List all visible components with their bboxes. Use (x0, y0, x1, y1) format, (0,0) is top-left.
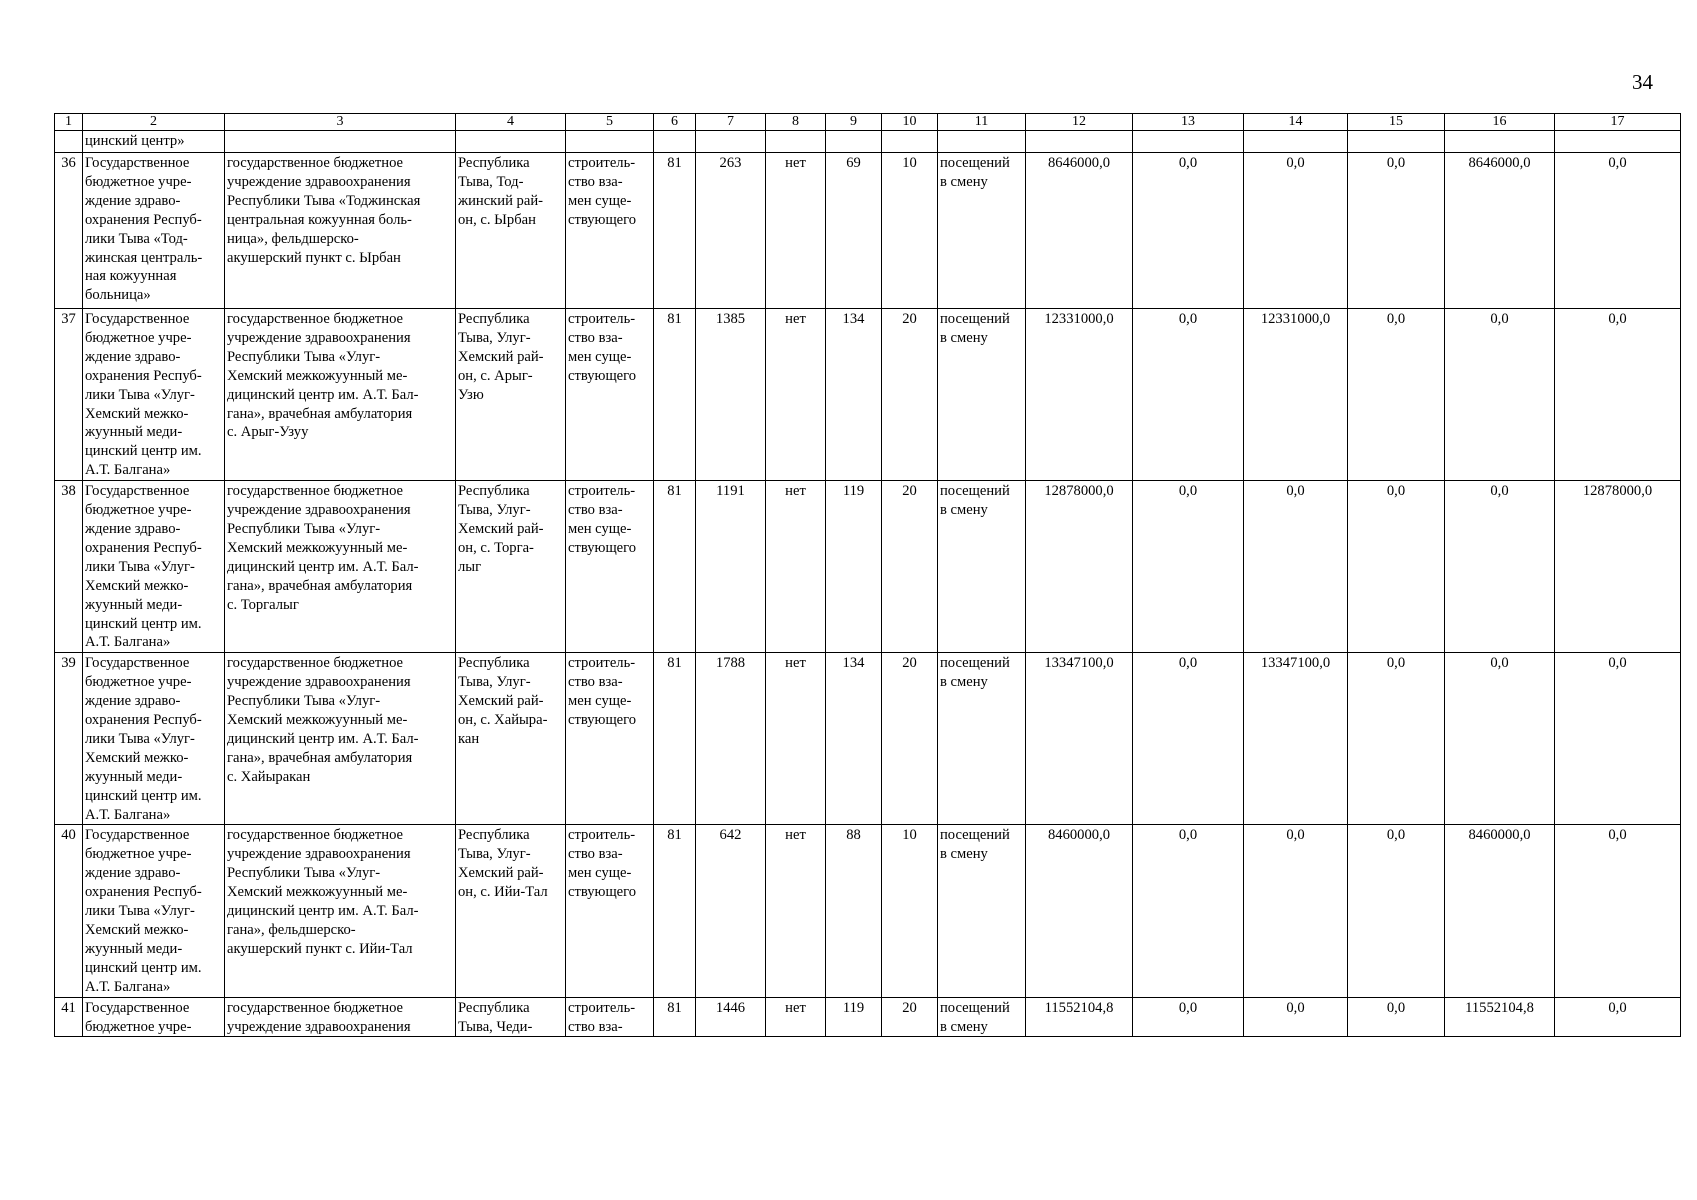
text-line: ствующего (568, 884, 637, 901)
text-line: Республика (458, 827, 530, 844)
table-row (55, 997, 1681, 1037)
object-name (225, 825, 456, 997)
cell-col6: 81 (654, 309, 696, 481)
table-row (55, 481, 1681, 653)
text-line: государственное бюджетное (227, 827, 404, 844)
cell-col7: 1191 (696, 481, 766, 653)
text-line: жуунный меди- (85, 768, 183, 785)
text-line: посещений (940, 655, 1010, 672)
cell-col10: 10 (882, 825, 938, 997)
text-line: Государственное (85, 655, 190, 672)
column-number: 16 (1445, 114, 1555, 131)
page-number: 34 (1632, 70, 1653, 94)
institution-name (83, 309, 225, 481)
text-line: центральная кожуунная боль- (227, 211, 412, 228)
text-line: цинский центр им. (85, 959, 202, 976)
text-line: гана», фельдшерско- (227, 922, 356, 938)
amount-col16: 0,0 (1445, 653, 1555, 825)
text-line: с. Хайыракан (227, 768, 311, 785)
amount-col15: 0,0 (1348, 653, 1445, 825)
amount-col16: 8460000,0 (1445, 825, 1555, 997)
text-line: Государственное (85, 311, 190, 327)
object-name (225, 481, 456, 653)
text-line: в смену (940, 846, 988, 863)
text-line: А.Т. Балгана» (85, 634, 171, 651)
object-location (456, 997, 566, 1037)
text-line: гана», врачебная амбулатория (227, 749, 413, 766)
text-line: мен суще- (568, 865, 632, 882)
text-line: Тыва, Улуг- (458, 329, 531, 346)
amount-col13: 0,0 (1133, 997, 1244, 1037)
text-line: дицинский центр им. А.Т. Бал- (227, 903, 419, 920)
capacity-unit (938, 481, 1026, 653)
text-line: Хемский межко- (85, 577, 189, 594)
text-line: ница», фельдшерско- (227, 230, 359, 247)
text-line: бюджетное учре- (85, 173, 192, 190)
text-line: учреждение здравоохранения (227, 502, 411, 519)
text-line: больница» (85, 287, 151, 304)
work-type (566, 309, 654, 481)
text-line: ждение здраво- (85, 865, 181, 882)
amount-total: 11552104,8 (1026, 997, 1133, 1037)
text-line: Республики Тыва «Улуг- (227, 520, 381, 537)
amount-col13: 0,0 (1133, 309, 1244, 481)
cell-col9: 119 (826, 481, 882, 653)
amount-total: 8646000,0 (1026, 153, 1133, 309)
text-line: Республика (458, 155, 530, 171)
table-row (55, 153, 1681, 309)
column-number: 4 (456, 114, 566, 131)
text-line: дицинский центр им. А.Т. Бал- (227, 558, 419, 575)
amount-col17: 0,0 (1555, 653, 1681, 825)
text-line: цинский центр им. (85, 615, 202, 632)
text-line: ство вза- (568, 846, 623, 863)
object-location (456, 309, 566, 481)
text-line: охранения Респуб- (85, 884, 202, 901)
column-number: 13 (1133, 114, 1244, 131)
column-number: 12 (1026, 114, 1133, 131)
text-line: ствующего (568, 539, 637, 556)
cell-col6: 81 (654, 153, 696, 309)
institution-name (83, 153, 225, 309)
text-line: строитель- (568, 155, 636, 171)
text-line: Хемский межкожуунный ме- (227, 884, 408, 901)
text-line: кан (458, 730, 480, 747)
column-number: 2 (83, 114, 225, 131)
text-line: ствующего (568, 367, 637, 384)
amount-col14: 0,0 (1244, 481, 1348, 653)
text-line: в смену (940, 329, 988, 346)
table-body (55, 114, 1681, 1037)
column-number: 9 (826, 114, 882, 131)
continuation-text (83, 131, 225, 153)
object-location (456, 653, 566, 825)
text-line: государственное бюджетное (227, 655, 404, 672)
cell-col9: 134 (826, 653, 882, 825)
capacity-unit (938, 153, 1026, 309)
amount-col14: 0,0 (1244, 825, 1348, 997)
column-number: 3 (225, 114, 456, 131)
text-line: Узю (458, 386, 484, 403)
text-line: акушерский пункт с. Ырбан (227, 249, 401, 266)
object-location (456, 153, 566, 309)
text-line: учреждение здравоохранения (227, 674, 411, 691)
capacity-unit (938, 309, 1026, 481)
column-number: 1 (55, 114, 83, 131)
text-line: А.Т. Балгана» (85, 806, 171, 823)
text-line: в смену (940, 502, 988, 519)
amount-col15: 0,0 (1348, 153, 1445, 309)
cell-col9: 69 (826, 153, 882, 309)
institution-name (83, 481, 225, 653)
text-line: ждение здраво- (85, 693, 181, 710)
cell-col10: 10 (882, 153, 938, 309)
text-line: ствующего (568, 712, 637, 729)
cell-col9: 119 (826, 997, 882, 1037)
text-line: Хемский межко- (85, 749, 189, 766)
text-line: Тыва, Чеди- (458, 1018, 533, 1035)
amount-col16: 11552104,8 (1445, 997, 1555, 1037)
column-number: 6 (654, 114, 696, 131)
amount-col17: 0,0 (1555, 309, 1681, 481)
text-line: ство вза- (568, 1018, 623, 1035)
table-row (55, 309, 1681, 481)
text-line: в смену (940, 173, 988, 190)
text-line: строитель- (568, 483, 636, 500)
text-line: гана», врачебная амбулатория (227, 405, 413, 422)
amount-total: 12878000,0 (1026, 481, 1133, 653)
text-line: жуунный меди- (85, 596, 183, 613)
text-line: посещений (940, 999, 1010, 1016)
text-line: учреждение здравоохранения (227, 173, 411, 190)
amount-col15: 0,0 (1348, 309, 1445, 481)
text-line: в смену (940, 1018, 988, 1035)
text-line: лики Тыва «Тод- (85, 230, 188, 247)
text-line: жуунный меди- (85, 940, 183, 957)
text-line: ждение здраво- (85, 192, 181, 209)
text-line: ствующего (568, 211, 637, 228)
column-number: 8 (766, 114, 826, 131)
text-line: охранения Респуб- (85, 539, 202, 556)
object-location (456, 481, 566, 653)
institution-name (83, 825, 225, 997)
text-line: Хемский рай- (458, 865, 544, 882)
text-line: лыг (458, 558, 482, 575)
object-name (225, 653, 456, 825)
cell-col6: 81 (654, 825, 696, 997)
text-line: жинский рай- (458, 192, 543, 209)
row-number: 39 (55, 653, 83, 825)
row-number: 40 (55, 825, 83, 997)
text-line: бюджетное учре- (85, 674, 192, 691)
text-line: Хемский межко- (85, 922, 189, 938)
text-line: государственное бюджетное (227, 999, 404, 1016)
text-line: посещений (940, 155, 1010, 171)
text-line: лики Тыва «Улуг- (85, 558, 195, 575)
text-line: Республики Тыва «Тоджинская (227, 192, 421, 209)
text-line: Государственное (85, 155, 190, 171)
cell-col6: 81 (654, 997, 696, 1037)
cell-col8: нет (766, 653, 826, 825)
work-type (566, 825, 654, 997)
column-number: 11 (938, 114, 1026, 131)
text-line: строитель- (568, 999, 636, 1016)
text-line: строитель- (568, 827, 636, 844)
amount-col13: 0,0 (1133, 653, 1244, 825)
text-line: ство вза- (568, 173, 623, 190)
object-name (225, 997, 456, 1037)
institution-name (83, 653, 225, 825)
text-line: бюджетное учре- (85, 502, 192, 519)
text-line: учреждение здравоохранения (227, 846, 411, 863)
investment-table (54, 113, 1681, 1037)
text-line: Хемский межкожуунный ме- (227, 712, 408, 729)
text-line: жуунный меди- (85, 424, 183, 441)
cell-col9: 88 (826, 825, 882, 997)
text-line: А.Т. Балгана» (85, 978, 171, 995)
row-number: 41 (55, 997, 83, 1037)
text-line: Республики Тыва «Улуг- (227, 348, 381, 365)
text-line: строитель- (568, 311, 636, 327)
text-line: он, с. Хайыра- (458, 712, 548, 729)
text-line: цинский центр им. (85, 787, 202, 804)
amount-col15: 0,0 (1348, 825, 1445, 997)
column-number: 10 (882, 114, 938, 131)
text-line: Государственное (85, 483, 190, 500)
text-line: ство вза- (568, 674, 623, 691)
text-line: бюджетное учре- (85, 329, 192, 346)
text-line: Хемский рай- (458, 348, 544, 365)
text-line: посещений (940, 311, 1010, 327)
text-line: Республика (458, 999, 530, 1016)
column-number: 15 (1348, 114, 1445, 131)
cell-col10: 20 (882, 481, 938, 653)
text-line: он, с. Торга- (458, 539, 534, 556)
text-line: лики Тыва «Улуг- (85, 730, 195, 747)
text-line: мен суще- (568, 520, 632, 537)
text-line: Хемский межко- (85, 405, 189, 422)
object-name (225, 309, 456, 481)
cell-col7: 1788 (696, 653, 766, 825)
text-line: мен суще- (568, 693, 632, 710)
row-number: 37 (55, 309, 83, 481)
cell-col7: 263 (696, 153, 766, 309)
amount-col14: 0,0 (1244, 997, 1348, 1037)
amount-col17: 0,0 (1555, 153, 1681, 309)
text-line: Хемский межкожуунный ме- (227, 539, 408, 556)
text-line: охранения Респуб- (85, 367, 202, 384)
capacity-unit (938, 997, 1026, 1037)
cell-col8: нет (766, 997, 826, 1037)
text-line: цинский центр им. (85, 443, 202, 460)
text-line: Республика (458, 483, 530, 500)
table-row (55, 825, 1681, 997)
amount-col14: 12331000,0 (1244, 309, 1348, 481)
text-line: посещений (940, 483, 1010, 500)
text-line: А.Т. Балгана» (85, 462, 171, 479)
text-line: Тыва, Улуг- (458, 846, 531, 863)
column-number: 14 (1244, 114, 1348, 131)
cell-col8: нет (766, 825, 826, 997)
text-line: с. Арыг-Узуу (227, 424, 309, 441)
text-line: Республики Тыва «Улуг- (227, 865, 381, 882)
cell-col8: нет (766, 309, 826, 481)
amount-col17: 0,0 (1555, 997, 1681, 1037)
text-line: ство вза- (568, 502, 623, 519)
text-line: акушерский пункт с. Ийи-Тал (227, 940, 413, 957)
text-line: Государственное (85, 999, 190, 1016)
cell-col10: 20 (882, 309, 938, 481)
cell-col6: 81 (654, 653, 696, 825)
cell-col6: 81 (654, 481, 696, 653)
cell-col8: нет (766, 481, 826, 653)
text-line: Республики Тыва «Улуг- (227, 693, 381, 710)
text-line: Тыва, Тод- (458, 173, 524, 190)
text-line: государственное бюджетное (227, 155, 404, 171)
text-line: он, с. Арыг- (458, 367, 533, 384)
text-line: Хемский межкожуунный ме- (227, 367, 408, 384)
work-type (566, 153, 654, 309)
text-line: с. Торгалыг (227, 596, 299, 613)
text-line: лики Тыва «Улуг- (85, 386, 195, 403)
cell-col8: нет (766, 153, 826, 309)
cell-col9: 134 (826, 309, 882, 481)
amount-col16: 0,0 (1445, 481, 1555, 653)
text-line: Хемский рай- (458, 520, 544, 537)
cell-col10: 20 (882, 653, 938, 825)
amount-col14: 13347100,0 (1244, 653, 1348, 825)
text-line: лики Тыва «Улуг- (85, 903, 195, 920)
text-line: мен суще- (568, 192, 632, 209)
table-row (55, 653, 1681, 825)
text-line: государственное бюджетное (227, 483, 404, 500)
text-line: Тыва, Улуг- (458, 502, 531, 519)
cell-col10: 20 (882, 997, 938, 1037)
amount-col17: 0,0 (1555, 825, 1681, 997)
cell-col7: 1446 (696, 997, 766, 1037)
cell-col7: 1385 (696, 309, 766, 481)
amount-col15: 0,0 (1348, 481, 1445, 653)
text-line: учреждение здравоохранения (227, 1018, 411, 1035)
text-line: ная кожуунная (85, 268, 177, 285)
text-line: Хемский рай- (458, 693, 544, 710)
text-line: Республика (458, 311, 530, 327)
cell-col7: 642 (696, 825, 766, 997)
text-line: дицинский центр им. А.Т. Бал- (227, 386, 419, 403)
text-line: охранения Респуб- (85, 712, 202, 729)
object-location (456, 825, 566, 997)
amount-col17: 12878000,0 (1555, 481, 1681, 653)
text-line: учреждение здравоохранения (227, 329, 411, 346)
work-type (566, 481, 654, 653)
text-line: охранения Респуб- (85, 211, 202, 228)
column-number: 7 (696, 114, 766, 131)
text-line: ждение здраво- (85, 348, 181, 365)
amount-total: 8460000,0 (1026, 825, 1133, 997)
text-line: дицинский центр им. А.Т. Бал- (227, 730, 419, 747)
text-line: ство вза- (568, 329, 623, 346)
text-line: цинский центр» (85, 133, 185, 149)
amount-col13: 0,0 (1133, 481, 1244, 653)
text-line: государственное бюджетное (227, 311, 404, 327)
text-line: мен суще- (568, 348, 632, 365)
text-line: он, с. Ийи-Тал (458, 884, 548, 901)
amount-col16: 8646000,0 (1445, 153, 1555, 309)
text-line: ждение здраво- (85, 520, 181, 537)
text-line: Тыва, Улуг- (458, 674, 531, 691)
text-line: строитель- (568, 655, 636, 672)
object-name (225, 153, 456, 309)
text-line: Государственное (85, 827, 190, 844)
text-line: жинская централь- (85, 249, 203, 266)
column-number: 17 (1555, 114, 1681, 131)
amount-total: 13347100,0 (1026, 653, 1133, 825)
institution-name (83, 997, 225, 1037)
text-line: в смену (940, 674, 988, 691)
continuation-row (55, 131, 1681, 153)
column-number-row (55, 114, 1681, 131)
work-type (566, 997, 654, 1037)
text-line: посещений (940, 827, 1010, 844)
column-number: 5 (566, 114, 654, 131)
row-number: 36 (55, 153, 83, 309)
amount-col13: 0,0 (1133, 825, 1244, 997)
text-line: гана», врачебная амбулатория (227, 577, 413, 594)
row-number: 38 (55, 481, 83, 653)
amount-col16: 0,0 (1445, 309, 1555, 481)
text-line: Республика (458, 655, 530, 672)
amount-col13: 0,0 (1133, 153, 1244, 309)
text-line: бюджетное учре- (85, 1018, 192, 1035)
text-line: бюджетное учре- (85, 846, 192, 863)
text-line: он, с. Ырбан (458, 211, 536, 228)
work-type (566, 653, 654, 825)
capacity-unit (938, 825, 1026, 997)
amount-col15: 0,0 (1348, 997, 1445, 1037)
amount-col14: 0,0 (1244, 153, 1348, 309)
amount-total: 12331000,0 (1026, 309, 1133, 481)
capacity-unit (938, 653, 1026, 825)
